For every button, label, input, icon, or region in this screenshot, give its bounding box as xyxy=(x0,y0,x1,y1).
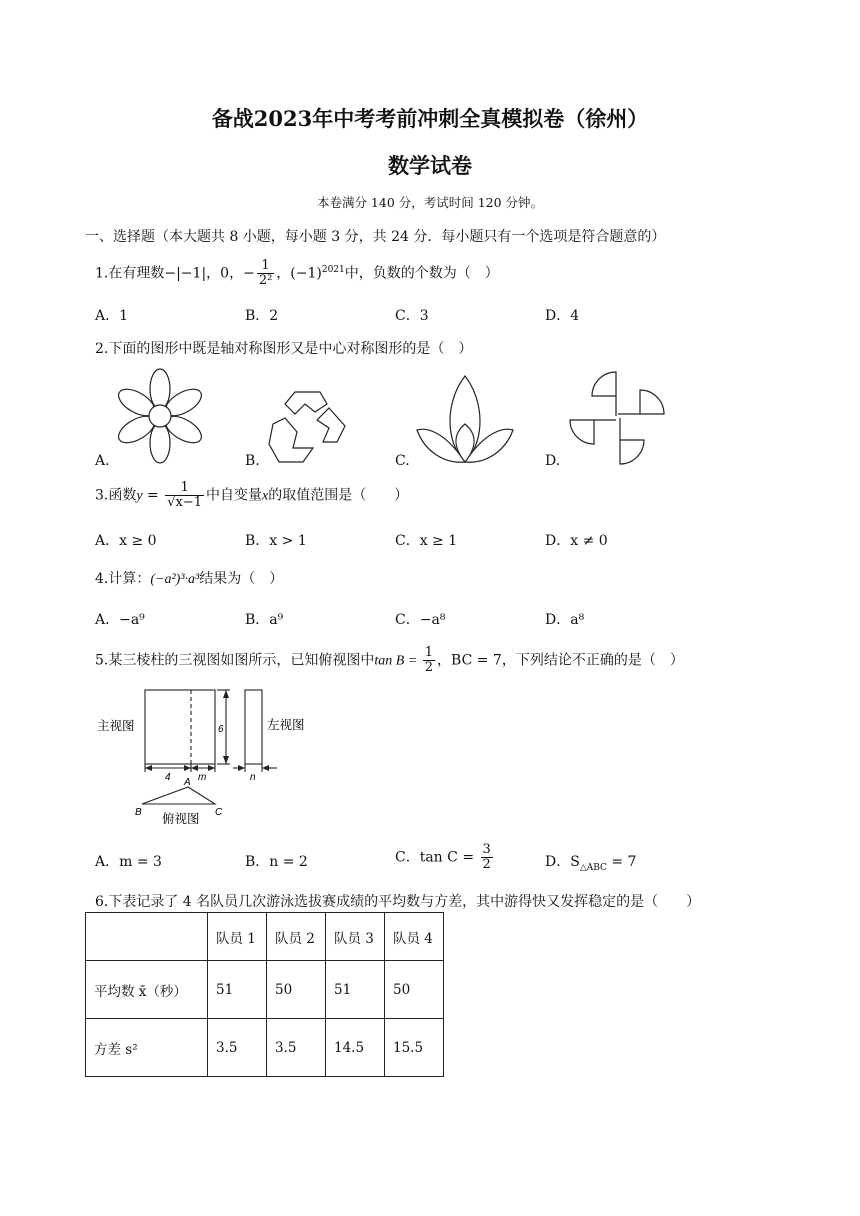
results-table xyxy=(85,912,444,1077)
q2-label-d: D. xyxy=(545,453,561,469)
q5-option-d-tail: = 7 xyxy=(606,854,637,870)
recycle-figure xyxy=(265,388,355,468)
q3-tail: 中自变量 xyxy=(206,487,262,504)
vertex-a: A xyxy=(184,777,191,788)
section-heading: 一、选择题（本大题共 8 小题，每小题 3 分，共 24 分．每小题只有一个选项是符合题意的） xyxy=(85,229,666,245)
q4-lead: 4.计算： xyxy=(95,571,151,587)
q3-option-c: C．x ≥ 1 xyxy=(395,533,458,549)
q5-option-c xyxy=(395,843,495,872)
q3-fraction: $\frac{1}{√x-1}$ xyxy=(167,480,202,510)
q1-option-a: A．1 xyxy=(95,308,129,324)
table-header: 队员 1 xyxy=(208,913,267,961)
q2-label-c: C. xyxy=(395,453,410,469)
question-6: 6.下表记录了 4 名队员几次游泳选拔赛成绩的平均数与方差，其中游得快又发挥稳定的是（ ） xyxy=(95,894,701,910)
q4-tail: 结果为（ ） xyxy=(199,571,284,587)
q4-option-a: A．−a⁹ xyxy=(95,612,145,628)
left-view-label: 左视图 xyxy=(267,718,305,732)
question-4 xyxy=(95,568,283,588)
q5-option-c-fraction: $\frac{3}{2}$ xyxy=(482,842,491,872)
table-cell: 50 xyxy=(267,961,326,1019)
q1-num: 1. xyxy=(95,265,109,282)
vertex-c: C xyxy=(215,807,223,818)
table-cell: 51 xyxy=(326,961,385,1019)
q3-y: y xyxy=(136,488,143,504)
height-label: 6 xyxy=(218,724,224,735)
q1-expr-b: ，(−1) xyxy=(276,265,322,282)
q3-eq: = xyxy=(142,487,164,504)
q5-lead: 5.某三棱柱的三视图如图所示，已知俯视图中 xyxy=(95,652,375,669)
table-row-label: 平均数 x̄（秒） xyxy=(86,961,208,1019)
q3-option-a: A．x ≥ 0 xyxy=(95,533,157,549)
q3-lead: 3.函数 xyxy=(95,487,137,504)
table-header: 队员 2 xyxy=(267,913,326,961)
table-cell: 15.5 xyxy=(385,1019,444,1077)
q4-option-d: D．a⁸ xyxy=(545,612,585,628)
table-cell: 3.5 xyxy=(208,1019,267,1077)
q1-fraction: $\frac{1}{\text{2²}}$ xyxy=(258,258,273,288)
q1-exponent: 2021 xyxy=(321,264,345,275)
table-cell: 50 xyxy=(385,961,444,1019)
three-view-figure xyxy=(95,684,325,824)
q5-option-c-text: C．tan C = xyxy=(395,849,479,866)
q4-option-c: C．−a⁸ xyxy=(395,612,446,628)
top-view-label: 俯视图 xyxy=(162,812,200,824)
question-2: 2.下面的图形中既是轴对称图形又是中心对称图形的是（ ） xyxy=(95,341,473,357)
page-title: 备战2023年中考考前冲刺全真模拟卷（徐州） xyxy=(211,106,649,131)
q5-option-d-text: D．S xyxy=(545,854,580,870)
q3-x: x xyxy=(262,488,269,504)
q5-option-d xyxy=(545,851,636,873)
table-cell: 51 xyxy=(208,961,267,1019)
q5-fraction: $\frac{1}{2}$ xyxy=(424,645,434,675)
question-3 xyxy=(95,481,408,510)
q1-tail: 中，负数的个数为（ ） xyxy=(344,265,499,282)
q5-option-d-sub: △ABC xyxy=(579,862,607,873)
q5-mid: ，BC = 7，下列结论不正确的是（ ） xyxy=(437,652,684,669)
vertex-b: B xyxy=(135,807,142,818)
n-label: n xyxy=(250,772,256,783)
q1-expr-a: −|−1|，0，− xyxy=(164,265,255,282)
q2-label-a: A. xyxy=(95,453,110,469)
front-view-label: 主视图 xyxy=(97,719,135,733)
q5-option-b: B．n = 2 xyxy=(245,854,308,870)
m-label: m xyxy=(198,772,207,783)
question-5 xyxy=(95,646,684,675)
q4-expr: (−a²)³·a³ xyxy=(150,572,200,587)
q1-option-d: D．4 xyxy=(545,308,580,324)
question-1 xyxy=(95,259,499,288)
q3-option-b: B．x > 1 xyxy=(245,533,307,549)
q5-option-a: A．m = 3 xyxy=(95,854,162,870)
q2-label-b: B. xyxy=(245,453,260,469)
q1-option-b: B．2 xyxy=(245,308,279,324)
table-header: 队员 3 xyxy=(326,913,385,961)
flower-figure xyxy=(110,368,210,468)
q3-option-d: D．x ≠ 0 xyxy=(545,533,608,549)
table-row-label: 方差 s² xyxy=(86,1019,208,1077)
table-row xyxy=(86,1019,444,1077)
q5-tanb: tan B = xyxy=(374,653,421,669)
table-row xyxy=(86,961,444,1019)
table-header-row xyxy=(86,913,444,961)
table-header: 队员 4 xyxy=(385,913,444,961)
q1-lead: 在有理数 xyxy=(108,265,165,282)
width-label: 4 xyxy=(165,772,171,783)
q4-option-b: B．a⁹ xyxy=(245,612,284,628)
pinwheel-figure xyxy=(568,370,668,466)
page-subtitle: 数学试卷 xyxy=(388,153,472,178)
exam-info: 本卷满分 140 分，考试时间 120 分钟。 xyxy=(316,195,544,210)
q1-option-c: C．3 xyxy=(395,308,429,324)
table-cell: 14.5 xyxy=(326,1019,385,1077)
table-header xyxy=(86,913,208,961)
q3-tail2: 的取值范围是（ ） xyxy=(268,487,409,504)
lotus-figure xyxy=(415,372,515,467)
table-cell: 3.5 xyxy=(267,1019,326,1077)
